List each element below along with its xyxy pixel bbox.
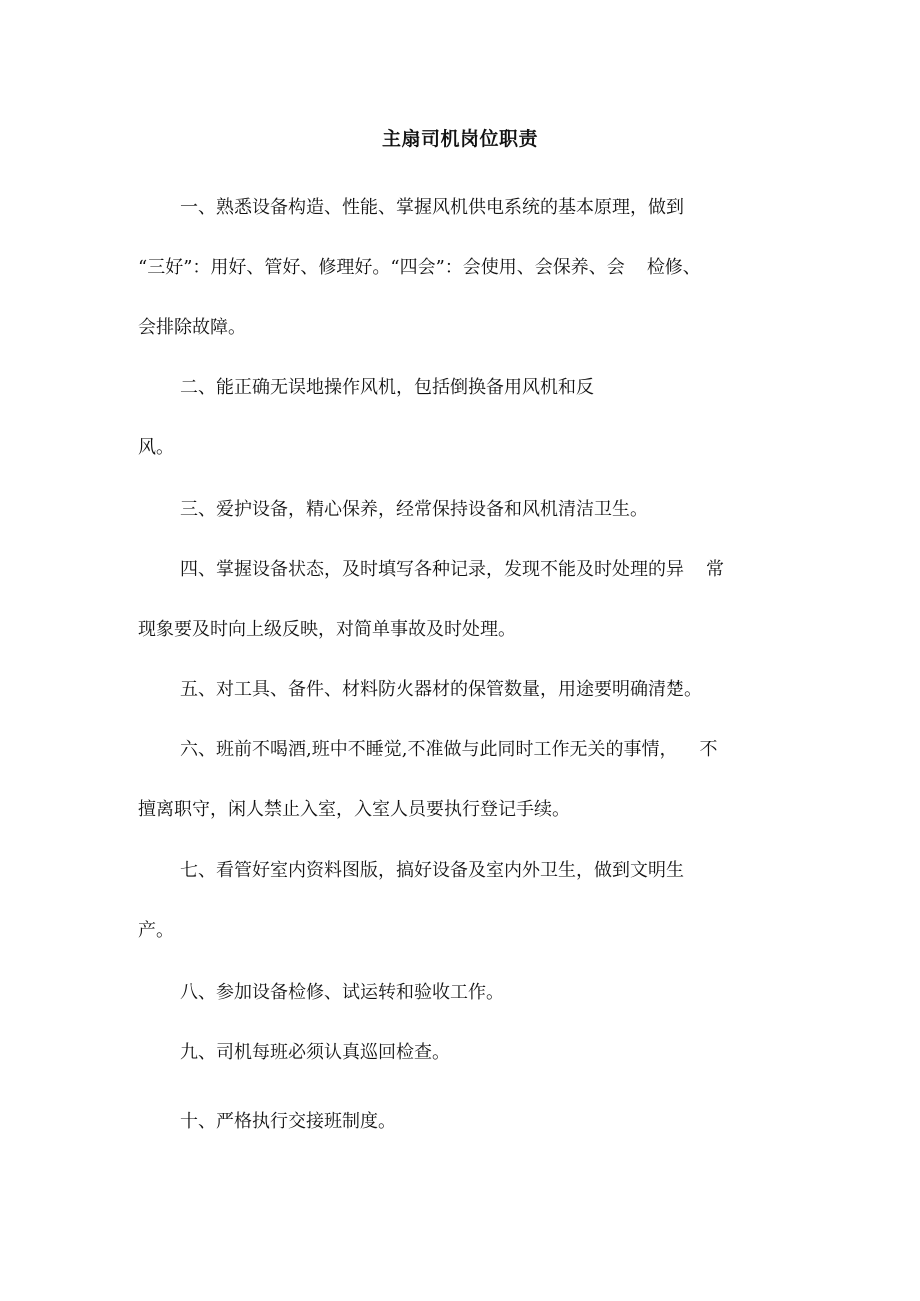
text-line [180, 375, 594, 401]
text-line [180, 557, 724, 583]
text-line [138, 918, 174, 944]
text-line [138, 255, 701, 281]
text-line-content: 产。 [138, 920, 174, 941]
text-line [180, 195, 684, 221]
text-line [180, 677, 702, 703]
text-line-content: 七、看管好室内资料图版，搞好设备及室内外卫生，做到文明生 [180, 860, 684, 881]
text-line [180, 980, 504, 1006]
text-line-content: 六、班前不喝酒,班中不睡觉,不准做与此同时工作无关的事情， [180, 739, 678, 760]
text-line-content: 风。 [138, 437, 174, 458]
text-line-content: 一、熟悉设备构造、性能、掌握风机供电系统的基本原理，做到 [180, 197, 684, 218]
text-line-content: 三、爱护设备，精心保养，经常保持设备和风机清洁卫生。 [180, 499, 648, 520]
text-line [138, 617, 516, 643]
document-title: 主扇司机岗位职责 [381, 128, 538, 150]
text-line [138, 797, 570, 823]
text-line-content: 检修、 [646, 257, 701, 278]
text-line-content: 四、掌握设备状态，及时填写各种记录，发现不能及时处理的异 [180, 559, 684, 580]
text-line [180, 737, 717, 763]
text-line-content: 会排除故障。 [138, 317, 246, 338]
text-line [180, 858, 684, 884]
text-line-content: 八、参加设备检修、试运转和验收工作。 [180, 982, 504, 1003]
text-line-content: 不 [699, 739, 718, 760]
text-line-content: 二、能正确无误地操作风机，包括倒换备用风机和反 [180, 377, 594, 398]
text-line-content: 现象要及时向上级反映，对简单事故及时处理。 [138, 619, 516, 640]
text-line-content: 九、司机每班必须认真巡回检查。 [180, 1042, 450, 1063]
text-line-content: “三好”：用好、管好、修理好。“四会”：会使用、会保养、会 [138, 257, 625, 278]
text-line [180, 497, 648, 523]
text-line [180, 1040, 450, 1066]
text-line [138, 435, 174, 461]
text-line-content: 擅离职守，闲人禁止入室，入室人员要执行登记手续。 [138, 799, 570, 820]
text-line-content: 常 [706, 559, 724, 580]
text-line-content: 五、对工具、备件、材料防火器材的保管数量，用途要明确清楚。 [180, 679, 702, 700]
text-line-content: 十、严格执行交接班制度。 [180, 1111, 396, 1132]
text-line [180, 1109, 396, 1135]
text-line [138, 315, 246, 341]
